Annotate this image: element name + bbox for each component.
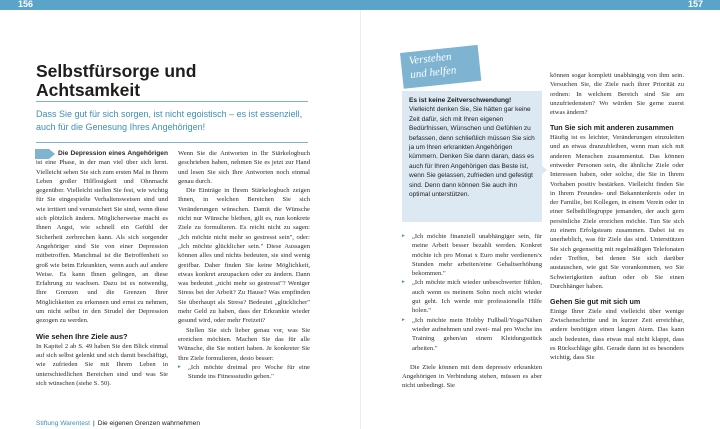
bullet-arrow-icon: ▸	[402, 233, 405, 239]
page-number-right: 157	[688, 0, 704, 9]
col3-bullet-3-text: „Ich möchte mein Hobby Fußball/Yoga/Nähen wieder aufnehmen und zwei- mal pro Woche ins Training gehen/an einem Kleidungsstück arbeiten."	[412, 316, 542, 352]
subhead-gut-umgehen: Gehen Sie gut mit sich um	[550, 297, 641, 307]
intro-bold: Die Depression eines Angehörigen	[58, 150, 168, 157]
col1-paragraph-2: In Kapitel 2 ab S. 49 haben Sie den Blick einmal auf sich selbst gelenkt und sich damit beschäftigt, wie zufrieden Sie mit Ihrem Leben in unterschiedlichen Bereichen sind und was Sie sich wünschen (siehe S. 50).	[36, 342, 168, 387]
col4-paragraph-2: Häufig ist es leichter, Veränderungen einzuleiten und an etwas dranzubleiben, wenn man sich mit anderen Menschen zusammentut. Das können entweder Personen sein, die ähnliche Ziele oder Interessen haben, oder solche, die Sie in Ihrem Vorhaben positiv bestärken. Vielleicht finden Sie in Ihrem Freundes- und Bekanntenkreis oder in der Familie, bei Kollegen, in einem Verein oder in einer Selbsthilfegruppe jemanden, der auch gern persönliche Ziele erreichen möchte. Tun Sie sich zu einem Erfolgsteam zusammen. Dabei ist es unerheblich, was für Ziele das sind. Unterstützen Sie sich gegenseitig mit regelmäßigen Telefonaten oder Treffen, bei denen Sie sich darüber austauschen, wie gut Sie vorankommen, wo Sie Schwierigkeiten auftun oder ob Sie einen Durchhänger haben.	[550, 134, 684, 290]
info-box-title: Es ist keine Zeitverschwendung!	[409, 97, 512, 104]
section-tag-line-1: Verstehen	[408, 50, 453, 68]
col2-paragraph-3: Stellen Sie sich lieber genau vor, was Sie erreichen möchten. Machen Sie das für alle Wünsche, die Sie notiert haben. Je konkreter Sie Ihre Ziele formulieren, desto besser:	[178, 326, 310, 362]
footer	[36, 420, 200, 427]
col4-paragraph-3: Einige Ihrer Ziele sind vielleicht über wenige Zwischenschritte und in kurzer Zeit erreichbar, andere benötigen einen langen Atem. Das kann auch bedeuten, dass etwas mal nicht klappt, dass es Rückschläge gibt. Gerade dann ist es besonders wichtig, dass Sie	[550, 307, 684, 362]
col3-bullet-1-text: „Ich möchte finanziell unabhängiger sein, für meine Arbeit besser bezahlt werden. Konkret möchte ich pro Monat x Euro mehr verdienen/x Stunden mehr arbeiten/eine Gehaltserhöhung bekommen."	[412, 233, 542, 278]
bullet-arrow-icon: ▸	[402, 279, 405, 286]
subhead-zusammen: Tun Sie sich mit anderen zusammen	[550, 123, 674, 133]
col3-closing-paragraph: Die Ziele können mit dem depressiv erkrankten Angehörigen in Verbindung stehen, müssen es aber nicht unbedingt. Sie	[402, 363, 542, 390]
col2-paragraph-2: Die Einträge in Ihrem Stärkelogbuch zeigen Ihnen, in welchen Bereichen Sie sich Veränderungen wünschen. Damit die Wünsche nicht nur Wünsche bleiben, gilt es, nun konkrete Ziele zu formulieren. Es reicht nicht zu sagen: „Ich möchte nicht mehr so gestresst sein", oder: „Ich möchte glücklicher sein." Diese Aussagen können alles und nichts bedeuten, sie sind wenig greifbar. Daher finden Sie keine Möglichkeit, etwas konkret anzupacken oder zu ändern. Dann was bedeutet „nicht mehr so gestresst"? Weniger Stress bei der Arbeit? Zu Hause? Was empfinden Sie überhaupt als Stress? Bedeutet „glücklicher" mehr Geld zu haben, dass der Erkrankte wieder gesund wird, oder mehr Freizeit?	[178, 187, 310, 325]
col2-bullet	[178, 363, 310, 382]
col3-bullet-1	[402, 232, 542, 278]
column-3	[402, 232, 542, 391]
col2-bullet-text: „Ich möchte dreimal pro Woche für eine Stunde ins Fitnessstudio gehen."	[188, 363, 310, 381]
bullet-arrow-icon: ▸	[402, 316, 405, 323]
info-box-body: Vielleicht denken Sie, Sie hätten gar keine Zeit dafür, sich mit Ihren eigenen Bedürfnissen, Wünschen und Gefühlen zu befassen, denn schließlich müssen Sie sich ja um Ihren erkrankten Angehörigen kümmern. Denken Sie dann daran, dass es auch für Ihren Angehörigen das Beste ist, wenn Sie gelassen, zufrieden und gefestigt sind. Denn dann können Sie auch ihn optimal unterstützen.	[409, 106, 535, 199]
page-number-left: 156	[18, 0, 34, 9]
lead-divider	[36, 142, 308, 143]
lead-paragraph: Dass Sie gut für sich sorgen, ist nicht egoistisch – es ist essenziell, auch für die Genesung Ihres Angehörigen!	[36, 109, 303, 132]
footer-chapter-title: Die eigenen Grenzen wahrnehmen	[97, 420, 200, 427]
col4-paragraph-1: können sogar komplett unabhängig von ihm sein. Versuchen Sie, die Ziele nach ihrer Priorität zu ordnen: In welchem Bereich sind Sie am unzufriedensten? Wo würden Sie gerne zuerst etwas ändern?	[550, 72, 684, 117]
intro-paragraph	[36, 149, 168, 326]
col3-bullet-2-text: „Ich möchte mich wieder unbeschwerter fühlen, auch wenn es meinem Sohn noch nicht wieder gut geht. Ich werde mir professionelle Hilfe holen."	[412, 279, 542, 315]
intro-rest: ist eine Phase, in der man viel über sich lernt. Vielleicht sehen Sie sich zum ersten Mal in Ihrem Leben großer Hilflosigkeit und Ohnmacht gegenüber. Vielleicht stellen Sie fest, wie wichtig für Sie eingespielte Verhaltensweisen sind und wie irritiert und verunsichert Sie sind, wenn diese sich plötzlich ändern. Möglicherweise macht es Ihnen Angst, wie schnell ein Gefühl der Sicherheit zerbrechen kann. Als sich sorgender Angehöriger sind Sie von einer Depression mitbetroffen. Manchmal ist die Betroffenheit so groß wie beim Erkrankten, wenn auch auf andere Weise. Es kann Ihnen gelingen, an diese Erfahrung zu wachsen. Dazu ist es notwendig, Ihre Grenzen und die Grenzen Ihrer Möglichkeiten zu erkennen und ernst zu nehmen, um nicht selbst in den Strudel der Depression gezogen zu werden.	[36, 159, 168, 325]
subhead-ziele: Wie sehen Ihre Ziele aus?	[36, 331, 128, 341]
info-box	[402, 91, 542, 222]
title-divider	[36, 101, 308, 102]
info-box-pointer	[540, 164, 547, 176]
col3-bullet-3	[402, 316, 542, 353]
page-gutter	[360, 10, 361, 429]
page-title: Selbstfürsorge und Achtsamkeit	[36, 61, 197, 100]
column-1	[36, 149, 168, 388]
col2-paragraph-1: Wenn Sie die Antworten in Ihr Stärkelogbuch geschrieben haben, nehmen Sie es jetzt zur Hand und lesen Sie sich Ihre Antworten noch einmal genau durch.	[178, 150, 310, 185]
footer-separator: |	[93, 420, 95, 427]
bullet-arrow-icon: ▸	[178, 363, 181, 370]
footer-brand: Stiftung Warentest	[36, 420, 90, 427]
column-2	[178, 149, 310, 381]
section-tag-line-2: und helfen	[409, 64, 457, 82]
section-tag	[400, 45, 481, 89]
col3-bullet-2	[402, 278, 542, 315]
column-4	[550, 71, 684, 363]
top-color-bar	[0, 0, 720, 10]
